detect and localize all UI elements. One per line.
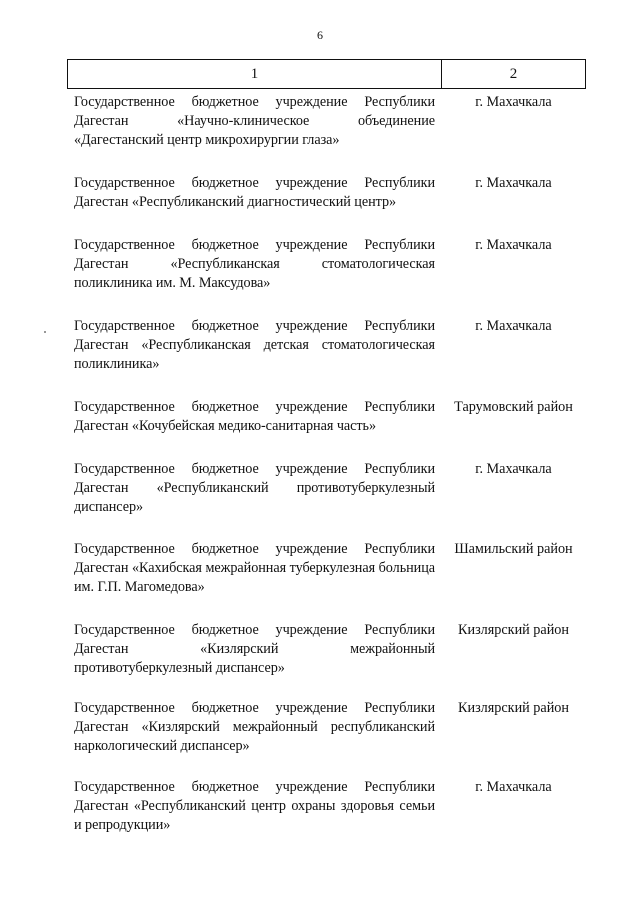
page-number: 6: [317, 28, 323, 42]
institution-name: Государственное бюджетное учреждение Республики Дагестан «Кочубейская медико-санитарная часть»: [74, 399, 435, 434]
institution-name: Государственное бюджетное учреждение Республики Дагестан «Республиканская детская стоматологическая поликлиника»: [74, 318, 435, 372]
institution-name: Государственное бюджетное учреждение Республики Дагестан «Кизлярский межрайонный республиканский наркологический диспансер»: [74, 700, 435, 754]
header-column-1: 1: [68, 60, 442, 88]
institution-location: г. Махачкала: [475, 779, 552, 795]
institution-location: г. Махачкала: [475, 318, 552, 334]
institution-name: Государственное бюджетное учреждение Республики Дагестан «Кахибская межрайонная туберкулезная больница им. Г.П. Магомедова»: [74, 541, 435, 595]
institution-name: Государственное бюджетное учреждение Республики Дагестан «Республиканская стоматологическая поликлиника им. М. Максудова»: [74, 237, 435, 291]
institution-location: Кизлярский район: [458, 700, 569, 716]
institution-location: г. Махачкала: [475, 461, 552, 477]
institution-name: Государственное бюджетное учреждение Республики Дагестан «Республиканский противотуберкулезный диспансер»: [74, 461, 435, 515]
institution-location: г. Махачкала: [475, 175, 552, 191]
institution-name: Государственное бюджетное учреждение Республики Дагестан «Республиканский центр охраны здоровья семьи и репродукции»: [74, 779, 435, 833]
institution-location: г. Махачкала: [475, 94, 552, 110]
institution-location: Кизлярский район: [458, 622, 569, 638]
institution-location: г. Махачкала: [475, 237, 552, 253]
scan-speck: [44, 331, 46, 333]
institution-name: Государственное бюджетное учреждение Республики Дагестан «Научно-клиническое объединение «Дагестанский центр микрохирургии глаза»: [74, 94, 435, 148]
institution-location: Тарумовский район: [454, 399, 573, 415]
institution-name: Государственное бюджетное учреждение Республики Дагестан «Кизлярский межрайонный противотуберкулезный диспансер»: [74, 622, 435, 676]
institution-name: Государственное бюджетное учреждение Республики Дагестан «Республиканский диагностический центр»: [74, 175, 435, 210]
institution-location: Шамильский район: [454, 541, 573, 557]
header-column-2: 2: [509, 65, 518, 82]
